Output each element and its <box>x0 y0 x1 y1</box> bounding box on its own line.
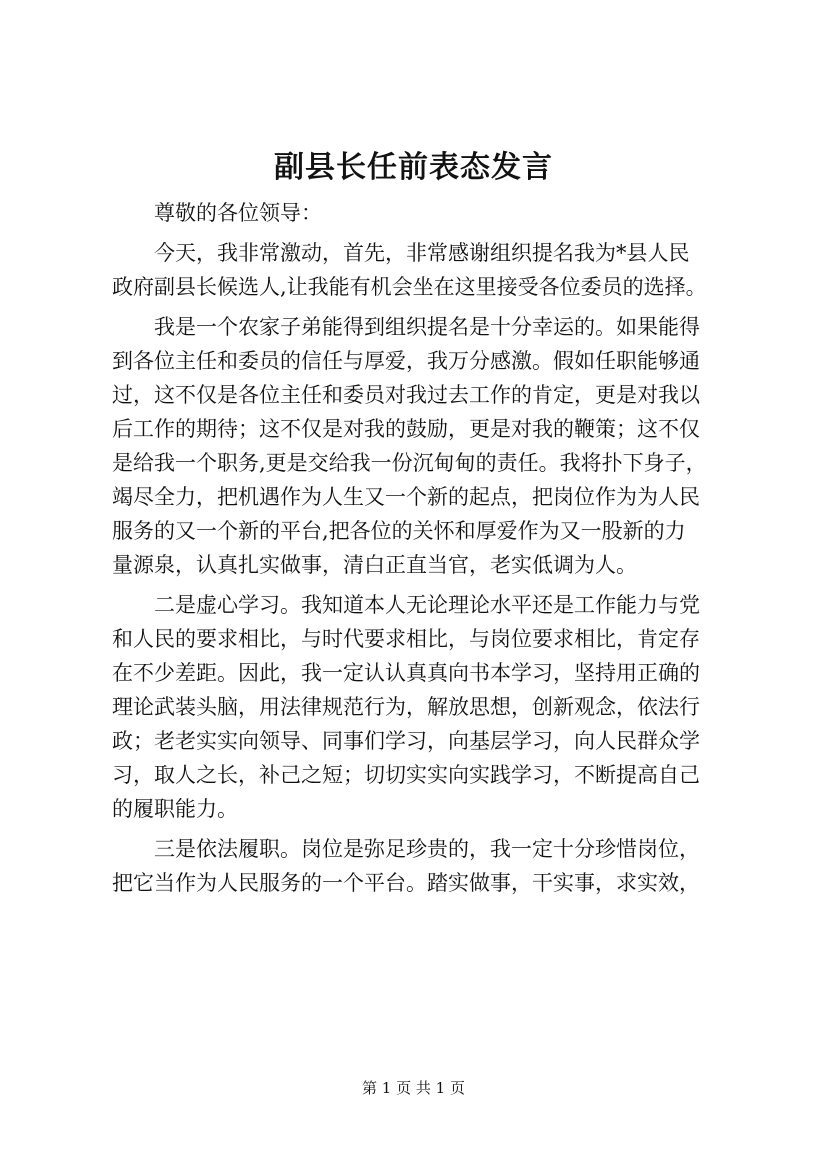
salutation: 尊敬的各位领导： <box>154 201 322 225</box>
body-line: 到各位主任和委员的信任与厚爱，我万分感激。假如任职能够通 <box>112 349 700 373</box>
body-line: 竭尽全力，把机遇作为人生又一个新的起点，把岗位作为为人民 <box>112 485 700 509</box>
body-line: 量源泉，认真扎实做事，清白正直当官，老实低调为人。 <box>112 553 637 577</box>
page-number: 第 1 页 共 1 页 <box>362 1079 465 1097</box>
body-line: 政府副县长候选人,让我能有机会坐在这里接受各位委员的选择。 <box>112 275 707 299</box>
body-line: 政；老老实实向领导、同事们学习，向基层学习，向人民群众学 <box>112 729 700 753</box>
body-line: 理论武装头脑，用法律规范行为，解放思想，创新观念，依法行 <box>112 695 700 719</box>
body-line: 三是依法履职。岗位是弥足珍贵的，我一定十分珍惜岗位， <box>154 837 700 861</box>
body-line: 和人民的要求相比，与时代要求相比，与岗位要求相比，肯定存 <box>112 627 700 651</box>
body-line: 过，这不仅是各位主任和委员对我过去工作的肯定，更是对我以 <box>112 383 700 407</box>
body-line: 我是一个农家子弟能得到组织提名是十分幸运的。如果能得 <box>154 315 700 339</box>
body-line: 习，取人之长，补己之短；切切实实向实践学习，不断提高自己 <box>112 763 700 787</box>
body-line: 今天，我非常激动，首先，非常感谢组织提名我为*县人民 <box>154 241 690 265</box>
body-line: 后工作的期待；这不仅是对我的鼓励，更是对我的鞭策；这不仅 <box>112 417 700 441</box>
body-line: 服务的又一个新的平台,把各位的关怀和厚爱作为又一股新的力 <box>112 519 686 543</box>
body-line: 在不少差距。因此，我一定认认真真向书本学习，坚持用正确的 <box>112 661 700 685</box>
body-line: 把它当作为人民服务的一个平台。踏实做事，干实事，求实效， <box>112 871 700 895</box>
document-body <box>112 196 728 900</box>
body-line: 二是虚心学习。我知道本人无论理论水平还是工作能力与党 <box>154 593 700 617</box>
document-title: 副县长任前表态发言 <box>274 150 553 185</box>
body-line: 的履职能力。 <box>112 797 238 821</box>
body-line: 是给我一个职务,更是交给我一份沉甸甸的责任。我将扑下身子， <box>112 451 707 475</box>
